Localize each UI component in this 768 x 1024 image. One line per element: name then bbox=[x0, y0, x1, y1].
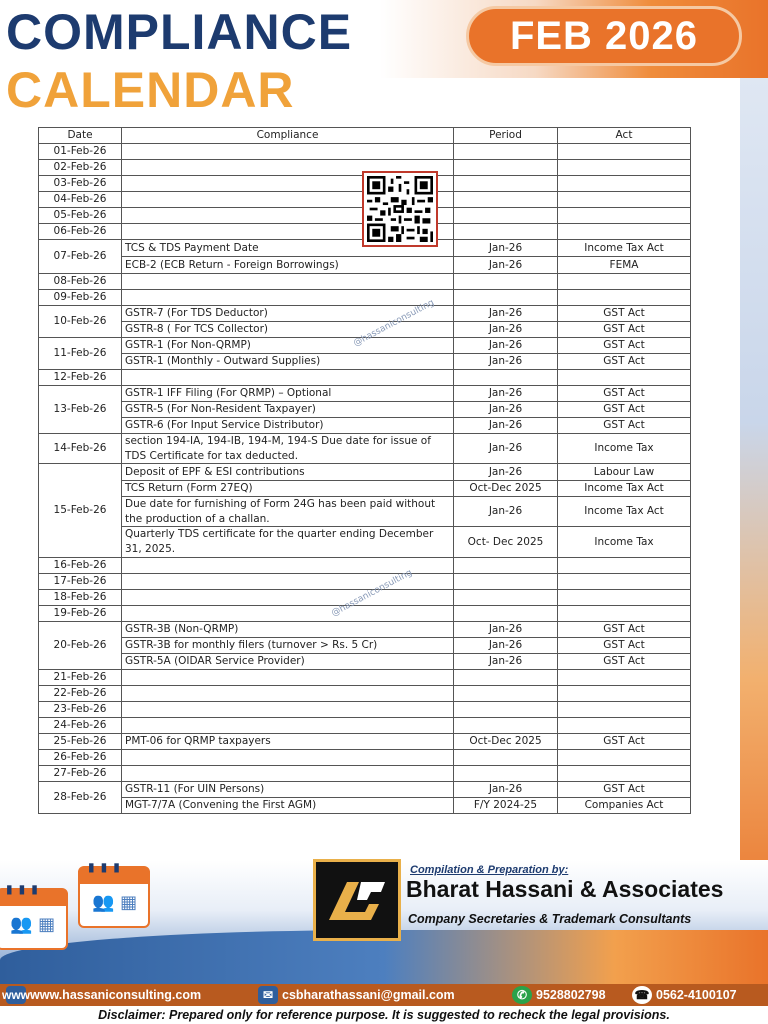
period-cell bbox=[454, 765, 558, 781]
compliance-cell bbox=[122, 685, 454, 701]
act-cell: GST Act bbox=[558, 338, 691, 354]
month-badge: FEB 2026 bbox=[466, 6, 742, 66]
date-cell: 17-Feb-26 bbox=[39, 573, 122, 589]
act-cell: Income Tax bbox=[558, 527, 691, 557]
date-cell: 28-Feb-26 bbox=[39, 781, 122, 813]
period-cell: Jan-26 bbox=[454, 386, 558, 402]
compliance-cell: Due date for furnishing of Form 24G has been paid without the production of a challan. bbox=[122, 497, 454, 527]
compliance-cell: ECB-2 (ECB Return - Foreign Borrowings) bbox=[122, 257, 454, 274]
period-cell bbox=[454, 701, 558, 717]
table-row bbox=[39, 653, 691, 669]
compliance-cell bbox=[122, 749, 454, 765]
period-cell: Oct-Dec 2025 bbox=[454, 481, 558, 497]
globe-icon: www bbox=[2, 988, 31, 1002]
period-cell bbox=[454, 274, 558, 290]
table-row bbox=[39, 573, 691, 589]
act-cell bbox=[558, 224, 691, 240]
date-cell: 21-Feb-26 bbox=[39, 669, 122, 685]
watermark: @hassaniconsulting bbox=[330, 567, 415, 619]
compliance-cell: GSTR-5A (OIDAR Service Provider) bbox=[122, 653, 454, 669]
period-cell: Jan-26 bbox=[454, 464, 558, 481]
period-cell: F/Y 2024-25 bbox=[454, 797, 558, 813]
table-row bbox=[39, 370, 691, 386]
table-row bbox=[39, 717, 691, 733]
period-cell bbox=[454, 224, 558, 240]
date-cell: 24-Feb-26 bbox=[39, 717, 122, 733]
period-cell bbox=[454, 176, 558, 192]
compliance-cell: GSTR-3B (Non-QRMP) bbox=[122, 621, 454, 637]
act-cell bbox=[558, 589, 691, 605]
date-cell: 06-Feb-26 bbox=[39, 224, 122, 240]
period-cell: Jan-26 bbox=[454, 338, 558, 354]
period-cell: Jan-26 bbox=[454, 240, 558, 257]
act-cell bbox=[558, 765, 691, 781]
date-cell: 16-Feb-26 bbox=[39, 557, 122, 573]
date-cell: 20-Feb-26 bbox=[39, 621, 122, 669]
act-cell: GST Act bbox=[558, 733, 691, 749]
period-cell bbox=[454, 370, 558, 386]
act-cell bbox=[558, 557, 691, 573]
period-cell: Oct- Dec 2025 bbox=[454, 527, 558, 557]
calendar-icon: ▮▮▮ 👥 ▦ bbox=[78, 866, 150, 928]
compliance-cell bbox=[122, 274, 454, 290]
date-cell: 23-Feb-26 bbox=[39, 701, 122, 717]
act-cell: GST Act bbox=[558, 386, 691, 402]
header-period: Period bbox=[454, 128, 558, 144]
website-text: www.hassaniconsulting.com bbox=[30, 988, 202, 1002]
compliance-cell bbox=[122, 605, 454, 621]
email-text: csbharathassani@gmail.com bbox=[282, 988, 455, 1002]
header-date: Date bbox=[39, 128, 122, 144]
compliance-cell: GSTR-1 (Monthly - Outward Supplies) bbox=[122, 354, 454, 370]
table-row bbox=[39, 290, 691, 306]
table-row bbox=[39, 765, 691, 781]
act-cell: GST Act bbox=[558, 418, 691, 434]
phone-link[interactable] bbox=[632, 986, 737, 1004]
compliance-cell: GSTR-8 ( For TCS Collector) bbox=[122, 322, 454, 338]
period-cell: Jan-26 bbox=[454, 257, 558, 274]
compliance-cell: GSTR-7 (For TDS Deductor) bbox=[122, 306, 454, 322]
compliance-cell: PMT-06 for QRMP taxpayers bbox=[122, 733, 454, 749]
whatsapp-icon: ✆ bbox=[512, 986, 532, 1004]
table-row bbox=[39, 701, 691, 717]
calendar-icon: ▮▮▮ 👥 ▦ bbox=[0, 888, 68, 950]
act-cell bbox=[558, 669, 691, 685]
compliance-cell: GSTR-3B for monthly filers (turnover > Rs. 5 Cr) bbox=[122, 637, 454, 653]
table-row bbox=[39, 749, 691, 765]
title-calendar: CALENDAR bbox=[6, 62, 295, 118]
date-cell: 13-Feb-26 bbox=[39, 386, 122, 434]
table-row bbox=[39, 637, 691, 653]
act-cell bbox=[558, 290, 691, 306]
compliance-cell: MGT-7/7A (Convening the First AGM) bbox=[122, 797, 454, 813]
act-cell: GST Act bbox=[558, 781, 691, 797]
compliance-cell bbox=[122, 290, 454, 306]
act-cell: Income Tax Act bbox=[558, 481, 691, 497]
date-cell: 11-Feb-26 bbox=[39, 338, 122, 370]
compliance-cell bbox=[122, 701, 454, 717]
act-cell bbox=[558, 749, 691, 765]
table-row bbox=[39, 497, 691, 527]
period-cell bbox=[454, 685, 558, 701]
act-cell: Income Tax Act bbox=[558, 497, 691, 527]
act-cell bbox=[558, 701, 691, 717]
act-cell bbox=[558, 274, 691, 290]
decorative-strip bbox=[740, 78, 768, 938]
act-cell: GST Act bbox=[558, 354, 691, 370]
period-cell bbox=[454, 717, 558, 733]
act-cell: Income Tax Act bbox=[558, 240, 691, 257]
date-cell: 22-Feb-26 bbox=[39, 685, 122, 701]
period-cell bbox=[454, 573, 558, 589]
compliance-cell bbox=[122, 669, 454, 685]
mail-icon: ✉ bbox=[258, 986, 278, 1004]
table-row bbox=[39, 464, 691, 481]
date-cell: 15-Feb-26 bbox=[39, 464, 122, 557]
compliance-cell: GSTR-1 IFF Filing (For QRMP) – Optional bbox=[122, 386, 454, 402]
compliance-cell: GSTR-1 (For Non-QRMP) bbox=[122, 338, 454, 354]
date-cell: 03-Feb-26 bbox=[39, 176, 122, 192]
act-cell: GST Act bbox=[558, 621, 691, 637]
table-header-row bbox=[39, 128, 691, 144]
table-row bbox=[39, 733, 691, 749]
email-link[interactable] bbox=[258, 986, 455, 1004]
act-cell: Income Tax bbox=[558, 434, 691, 464]
compliance-cell bbox=[122, 144, 454, 160]
header-act: Act bbox=[558, 128, 691, 144]
period-cell: Jan-26 bbox=[454, 653, 558, 669]
period-cell bbox=[454, 589, 558, 605]
act-cell: GST Act bbox=[558, 402, 691, 418]
table-row bbox=[39, 257, 691, 274]
act-cell bbox=[558, 176, 691, 192]
table-row bbox=[39, 781, 691, 797]
compliance-cell bbox=[122, 765, 454, 781]
table-row bbox=[39, 527, 691, 557]
table-row bbox=[39, 418, 691, 434]
table-row bbox=[39, 386, 691, 402]
table-row bbox=[39, 144, 691, 160]
date-cell: 18-Feb-26 bbox=[39, 589, 122, 605]
firm-name: Bharat Hassani & Associates bbox=[406, 876, 724, 902]
firm-logo bbox=[313, 859, 401, 941]
date-cell: 10-Feb-26 bbox=[39, 306, 122, 338]
phone-text: 0562-4100107 bbox=[656, 988, 737, 1002]
period-cell bbox=[454, 605, 558, 621]
disclaimer: Disclaimer: Prepared only for reference purpose. It is suggested to recheck the legal provisions. bbox=[0, 1006, 768, 1024]
act-cell bbox=[558, 685, 691, 701]
table-row bbox=[39, 434, 691, 464]
period-cell bbox=[454, 192, 558, 208]
date-cell: 19-Feb-26 bbox=[39, 605, 122, 621]
period-cell: Jan-26 bbox=[454, 497, 558, 527]
date-cell: 12-Feb-26 bbox=[39, 370, 122, 386]
whatsapp-link[interactable] bbox=[512, 986, 606, 1004]
table-row bbox=[39, 402, 691, 418]
act-cell: GST Act bbox=[558, 653, 691, 669]
date-cell: 26-Feb-26 bbox=[39, 749, 122, 765]
act-cell bbox=[558, 605, 691, 621]
firm-subtitle: Company Secretaries & Trademark Consultants bbox=[408, 912, 692, 926]
act-cell bbox=[558, 160, 691, 176]
contact-bar bbox=[0, 984, 768, 1006]
compliance-cell: TCS Return (Form 27EQ) bbox=[122, 481, 454, 497]
compilation-label: Compilation & Preparation by: bbox=[410, 864, 569, 876]
title-compliance: COMPLIANCE bbox=[6, 4, 353, 60]
act-cell bbox=[558, 144, 691, 160]
act-cell bbox=[558, 370, 691, 386]
period-cell: Jan-26 bbox=[454, 434, 558, 464]
table-row bbox=[39, 481, 691, 497]
table-row bbox=[39, 797, 691, 813]
act-cell: GST Act bbox=[558, 322, 691, 338]
compliance-cell bbox=[122, 717, 454, 733]
date-cell: 01-Feb-26 bbox=[39, 144, 122, 160]
act-cell bbox=[558, 573, 691, 589]
period-cell: Jan-26 bbox=[454, 402, 558, 418]
period-cell bbox=[454, 208, 558, 224]
period-cell: Oct-Dec 2025 bbox=[454, 733, 558, 749]
period-cell: Jan-26 bbox=[454, 322, 558, 338]
compliance-cell: GSTR-5 (For Non-Resident Taxpayer) bbox=[122, 402, 454, 418]
compliance-cell: TCS & TDS Payment Date bbox=[122, 240, 454, 257]
act-cell bbox=[558, 717, 691, 733]
act-cell: Companies Act bbox=[558, 797, 691, 813]
compliance-cell: GSTR-6 (For Input Service Distributor) bbox=[122, 418, 454, 434]
compliance-cell: section 194-IA, 194-IB, 194-M, 194-S Due date for issue of TDS Certificate for tax deducted. bbox=[122, 434, 454, 464]
date-cell: 04-Feb-26 bbox=[39, 192, 122, 208]
period-cell bbox=[454, 144, 558, 160]
whatsapp-text: 9528802798 bbox=[536, 988, 606, 1002]
bh-logo-icon bbox=[325, 874, 389, 926]
date-cell: 05-Feb-26 bbox=[39, 208, 122, 224]
period-cell bbox=[454, 557, 558, 573]
table-row bbox=[39, 605, 691, 621]
table-row bbox=[39, 354, 691, 370]
period-cell bbox=[454, 160, 558, 176]
date-cell: 09-Feb-26 bbox=[39, 290, 122, 306]
period-cell: Jan-26 bbox=[454, 418, 558, 434]
website-link[interactable] bbox=[2, 986, 202, 1004]
act-cell: GST Act bbox=[558, 306, 691, 322]
act-cell bbox=[558, 192, 691, 208]
act-cell: FEMA bbox=[558, 257, 691, 274]
date-cell: 25-Feb-26 bbox=[39, 733, 122, 749]
qr-code[interactable] bbox=[362, 171, 438, 247]
table-row bbox=[39, 669, 691, 685]
compliance-cell: GSTR-11 (For UIN Persons) bbox=[122, 781, 454, 797]
act-cell bbox=[558, 208, 691, 224]
period-cell bbox=[454, 290, 558, 306]
watermark: @hassaniconsulting bbox=[352, 297, 437, 349]
table-row bbox=[39, 557, 691, 573]
period-cell bbox=[454, 669, 558, 685]
compliance-cell: Quarterly TDS certificate for the quarter ending December 31, 2025. bbox=[122, 527, 454, 557]
act-cell: GST Act bbox=[558, 637, 691, 653]
compliance-cell bbox=[122, 370, 454, 386]
qr-code-icon bbox=[367, 176, 433, 242]
header-compliance: Compliance bbox=[122, 128, 454, 144]
date-cell: 07-Feb-26 bbox=[39, 240, 122, 274]
period-cell: Jan-26 bbox=[454, 781, 558, 797]
table-row bbox=[39, 306, 691, 322]
date-cell: 08-Feb-26 bbox=[39, 274, 122, 290]
date-cell: 27-Feb-26 bbox=[39, 765, 122, 781]
period-cell: Jan-26 bbox=[454, 354, 558, 370]
period-cell: Jan-26 bbox=[454, 306, 558, 322]
act-cell: Labour Law bbox=[558, 464, 691, 481]
period-cell: Jan-26 bbox=[454, 637, 558, 653]
compliance-cell bbox=[122, 589, 454, 605]
compliance-cell: Deposit of EPF & ESI contributions bbox=[122, 464, 454, 481]
date-cell: 14-Feb-26 bbox=[39, 434, 122, 464]
period-cell: Jan-26 bbox=[454, 621, 558, 637]
table-row bbox=[39, 685, 691, 701]
table-row bbox=[39, 621, 691, 637]
date-cell: 02-Feb-26 bbox=[39, 160, 122, 176]
phone-icon: ☎ bbox=[632, 986, 652, 1004]
period-cell bbox=[454, 749, 558, 765]
table-row bbox=[39, 274, 691, 290]
